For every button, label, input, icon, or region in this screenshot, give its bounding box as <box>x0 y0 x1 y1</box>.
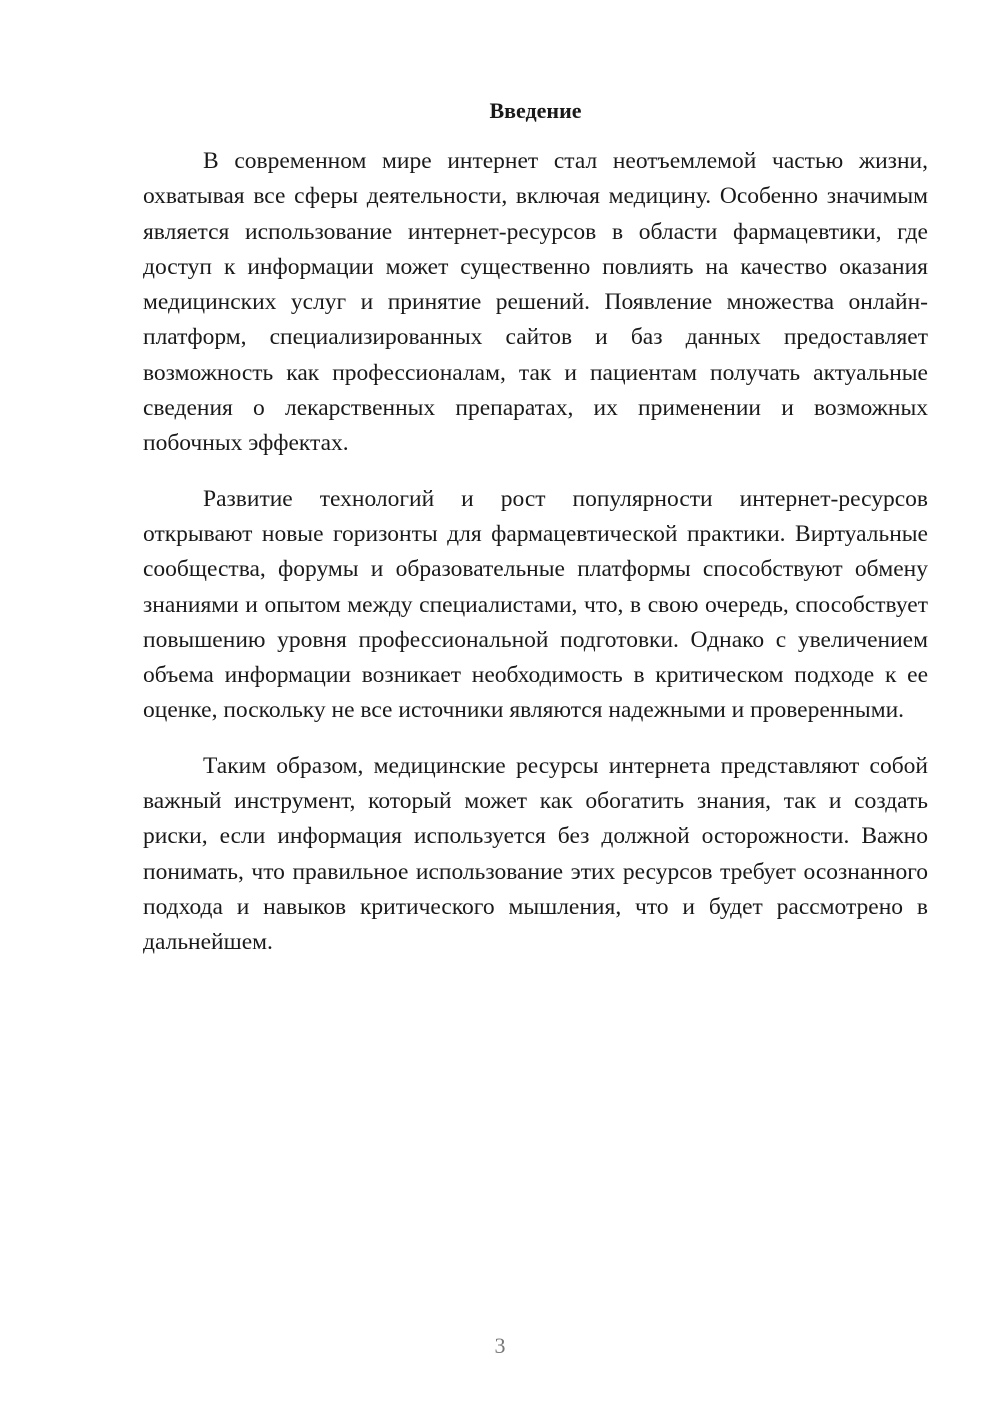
paragraph-2: Развитие технологий и рост популярности интернет-ресурсов открывают новые горизонты для фармацевтической практики. Виртуальные сообщества, форумы и образовательные платформы способствуют обмену знаниями и опытом между специалистами, что, в свою очередь, способствует повышению уровня профессиональной подготовки. Однако с увеличением объема информации возникает необходимость в критическом подходе к ее оценке, поскольку не все источники являются надежными и проверенными. <box>143 485 928 724</box>
paragraph-3: Таким образом, медицинские ресурсы интернета представляют собой важный инструмент, который может как обогатить знания, так и создать риски, если информация используется без должной осторожности. Важно понимать, что правильное использование этих ресурсов требует осознанного подхода и навыков критического мышления, что и будет рассмотрено в дальнейшем. <box>143 752 928 956</box>
page-number: 3 <box>494 1333 506 1358</box>
body-text <box>143 144 928 981</box>
paragraph-1: В современном мире интернет стал неотъемлемой частью жизни, охватывая все сферы деятельности, включая медицину. Особенно значимым является использование интернет-ресурсов в области фармацевтики, где доступ к информации может существенно повлиять на качество оказания медицинских услуг и принятие решений. Появление множества онлайн-платформ, специализированных сайтов и баз данных предоставляет возможность как профессионалам, так и пациентам получать актуальные сведения о лекарственных препаратах, их применении и возможных побочных эффектах. <box>143 148 928 457</box>
section-heading: Введение <box>489 98 582 123</box>
